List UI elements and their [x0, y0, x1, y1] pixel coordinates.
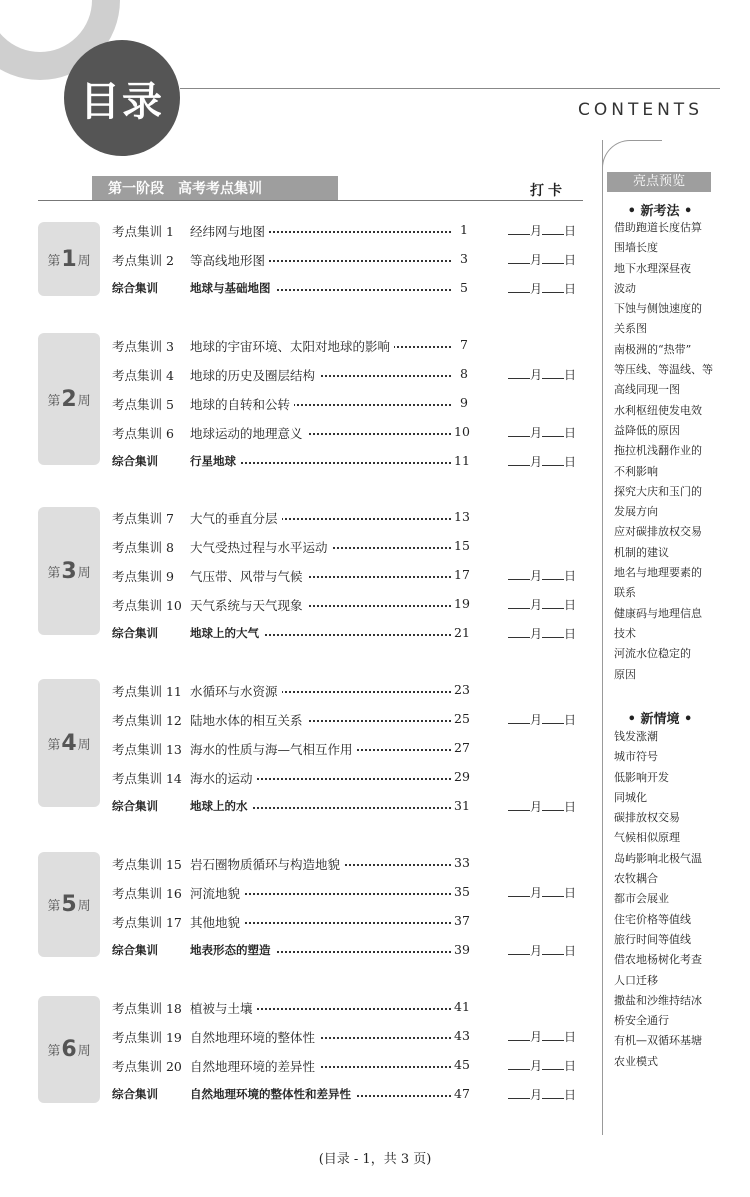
- entry-title: 行星地球: [190, 453, 240, 469]
- month-label: 月: [530, 800, 543, 814]
- toc-entry[interactable]: [112, 1086, 582, 1106]
- page-title: 目录: [64, 40, 180, 156]
- day-label: 日: [564, 713, 577, 727]
- day-label: 日: [564, 800, 577, 814]
- day-blank[interactable]: [542, 799, 564, 811]
- week-badge-num: 3: [61, 558, 77, 584]
- new-context-heading: • 新情境 •: [627, 712, 693, 727]
- sidebar-list-item: 高线同现一图: [614, 383, 680, 397]
- week-badge-prefix: 第: [47, 393, 61, 409]
- day-label: 日: [564, 1030, 577, 1044]
- entry-label: 考点集训 10: [112, 598, 182, 613]
- sidebar-list-item: 健康码与地理信息: [614, 606, 702, 620]
- month-blank[interactable]: [508, 454, 530, 466]
- toc-entry[interactable]: [112, 1028, 582, 1048]
- week-badge-suffix: 周: [77, 899, 91, 914]
- sidebar-list-item: 桥安全通行: [614, 1014, 669, 1028]
- entry-title: 天气系统与天气现象: [190, 596, 307, 614]
- entry-page: 15: [454, 538, 470, 553]
- entry-title: 经纬网与地图: [190, 222, 269, 240]
- entry-label: 考点集训 17: [112, 915, 182, 930]
- entry-title: 自然地理环境的整体性和差异性: [190, 1086, 355, 1102]
- toc-entry[interactable]: [112, 855, 582, 875]
- month-label: 月: [530, 368, 543, 382]
- entry-page: 19: [454, 596, 470, 611]
- entry-page: 10: [454, 424, 470, 439]
- entry-page: 23: [454, 682, 470, 697]
- checkin-blank[interactable]: [508, 1057, 576, 1074]
- entry-label: 考点集训 7: [112, 511, 174, 526]
- week-badge: [38, 333, 100, 465]
- sidebar-list-item: 应对碳排放权交易: [614, 525, 702, 539]
- week-badge-suffix: 周: [77, 1044, 91, 1059]
- sidebar-list-item: 住宅价格等值线: [614, 912, 691, 926]
- contents-label: CONTENTS: [578, 100, 703, 120]
- entry-title: 植被与土壤: [190, 999, 257, 1017]
- entry-page: 11: [454, 453, 470, 468]
- stage-heading: 第一阶段 高考考点集训: [92, 176, 338, 200]
- toc-entry[interactable]: [112, 740, 582, 760]
- month-label: 月: [530, 1030, 543, 1044]
- entry-page: 37: [454, 913, 470, 928]
- day-blank[interactable]: [542, 885, 564, 897]
- entry-page: 35: [454, 884, 470, 899]
- sidebar-list-item: 人口迁移: [614, 973, 658, 987]
- day-blank[interactable]: [542, 943, 564, 955]
- week-badge-suffix: 周: [77, 737, 91, 753]
- month-label: 月: [530, 224, 543, 238]
- entry-title: 自然地理环境的差异性: [190, 1057, 319, 1075]
- month-blank[interactable]: [508, 367, 530, 379]
- entry-title: 气压带、风带与气候: [190, 567, 307, 585]
- week-badge: [38, 852, 100, 957]
- toc-entry[interactable]: [112, 337, 582, 357]
- day-blank[interactable]: [542, 1029, 564, 1041]
- week-badge-suffix: 周: [77, 253, 91, 269]
- sidebar-list-item: 关系图: [614, 322, 647, 336]
- month-label: 月: [530, 282, 543, 296]
- toc-entry[interactable]: [112, 222, 582, 242]
- entry-page: 29: [454, 769, 470, 784]
- sidebar-list-item: 借农地杨树化考查: [614, 953, 702, 967]
- toc-entry[interactable]: [112, 942, 582, 962]
- day-label: 日: [564, 282, 577, 296]
- sidebar-list-item: 农业模式: [614, 1054, 658, 1068]
- new-context-list: [614, 727, 708, 1072]
- week-badge-num: 5: [61, 892, 77, 917]
- entry-page: 13: [454, 509, 470, 524]
- checkin-blank[interactable]: [508, 366, 576, 383]
- sidebar-list-item: 有机—双循环基塘: [614, 1034, 702, 1048]
- month-blank[interactable]: [508, 1087, 530, 1099]
- day-blank[interactable]: [542, 626, 564, 638]
- day-blank[interactable]: [542, 454, 564, 466]
- month-blank[interactable]: [508, 712, 530, 724]
- day-blank[interactable]: [542, 597, 564, 609]
- entry-label: 考点集训 8: [112, 540, 174, 555]
- toc-entry[interactable]: [112, 1057, 582, 1077]
- entry-page: 43: [454, 1028, 470, 1043]
- day-blank[interactable]: [542, 425, 564, 437]
- sidebar-list-item: 碳排放权交易: [614, 811, 680, 825]
- day-label: 日: [564, 224, 577, 238]
- entry-title: 其他地貌: [190, 913, 244, 931]
- page-number: (目录 - 1，共 3 页): [318, 1152, 432, 1167]
- entry-page: 17: [454, 567, 470, 582]
- entry-title: 海水的性质与海—气相互作用: [190, 740, 357, 758]
- toc-entry[interactable]: [112, 884, 582, 904]
- week-badge-num: 4: [61, 730, 77, 756]
- entry-label: 考点集训 11: [112, 684, 182, 699]
- toc-entry[interactable]: [112, 769, 582, 789]
- entry-page: 27: [454, 740, 470, 755]
- sidebar-list-item: 低影响开发: [614, 770, 669, 784]
- entry-title: 等高线地形图: [190, 251, 269, 269]
- toc-entry[interactable]: [112, 453, 582, 473]
- entry-label: 综合集训: [112, 626, 158, 640]
- day-label: 日: [564, 569, 577, 583]
- month-label: 月: [530, 713, 543, 727]
- sidebar-list-item: 波动: [614, 281, 636, 295]
- entry-page: 47: [454, 1086, 470, 1101]
- entry-page: 31: [454, 798, 470, 813]
- highlights-tab: 亮点预览: [607, 172, 711, 192]
- entry-label: 考点集训 4: [112, 368, 174, 383]
- entry-page: 1: [452, 222, 468, 237]
- entry-label: 考点集训 1: [112, 224, 174, 239]
- day-blank[interactable]: [542, 1087, 564, 1099]
- toc-entry[interactable]: [112, 366, 582, 386]
- checkin-blank[interactable]: [508, 251, 576, 268]
- month-label: 月: [530, 455, 543, 469]
- sidebar-list-item: 河流水位稳定的: [614, 647, 691, 661]
- entry-page: 39: [454, 942, 470, 957]
- toc-entry[interactable]: [112, 424, 582, 444]
- toc-entry[interactable]: [112, 913, 582, 933]
- entry-title: 地球的自转和公转: [190, 395, 294, 413]
- entry-title: 大气的垂直分层: [190, 509, 282, 527]
- entry-label: 综合集训: [112, 943, 158, 957]
- entry-title: 大气受热过程与水平运动: [190, 538, 332, 556]
- sidebar-list-item: 岛屿影响北极气温: [614, 851, 702, 865]
- entry-label: 考点集训 6: [112, 426, 174, 441]
- entry-page: 3: [452, 251, 468, 266]
- month-blank[interactable]: [508, 597, 530, 609]
- checkin-blank[interactable]: [508, 596, 576, 613]
- entry-label: 考点集训 20: [112, 1059, 182, 1074]
- sidebar-list-item: 不利影响: [614, 464, 658, 478]
- day-blank[interactable]: [542, 1058, 564, 1070]
- title-rule: [180, 88, 720, 89]
- day-label: 日: [564, 253, 577, 267]
- entry-label: 考点集训 16: [112, 886, 182, 901]
- entry-title: 地球上的大气: [190, 625, 263, 641]
- day-blank[interactable]: [542, 223, 564, 235]
- checkin-blank[interactable]: [508, 1028, 576, 1045]
- entry-label: 考点集训 14: [112, 771, 182, 786]
- day-blank[interactable]: [542, 281, 564, 293]
- week-badge-num: 2: [61, 386, 77, 412]
- entry-page: 41: [454, 999, 470, 1014]
- sidebar-list-item: 同城化: [614, 790, 647, 804]
- entry-label: 考点集训 12: [112, 713, 182, 728]
- day-label: 日: [564, 627, 577, 641]
- sidebar-list-item: 都市会展业: [614, 892, 669, 906]
- week-badge: [38, 679, 100, 807]
- new-points-list: [614, 218, 713, 685]
- month-blank[interactable]: [508, 885, 530, 897]
- checkin-blank[interactable]: [508, 453, 576, 470]
- entry-label: 综合集训: [112, 454, 158, 468]
- checkin-blank[interactable]: [508, 798, 576, 815]
- sidebar-list-item: 发展方向: [614, 505, 658, 519]
- checkin-blank[interactable]: [508, 625, 576, 642]
- day-label: 日: [564, 1088, 577, 1102]
- day-blank[interactable]: [542, 252, 564, 264]
- checkin-blank[interactable]: [508, 711, 576, 728]
- entry-label: 考点集训 13: [112, 742, 182, 757]
- sidebar-list-item: 机制的建议: [614, 545, 669, 559]
- entry-label: 考点集训 3: [112, 339, 174, 354]
- day-blank[interactable]: [542, 568, 564, 580]
- entry-title: 河流地貌: [190, 884, 244, 902]
- sidebar-list-item: 南极洲的“热带”: [614, 342, 692, 356]
- month-label: 月: [530, 627, 543, 641]
- week-badge-suffix: 周: [77, 393, 91, 409]
- checkin-blank[interactable]: [508, 884, 576, 901]
- toc-entry[interactable]: [112, 280, 582, 300]
- sidebar-list-item: 探究大庆和玉门的: [614, 484, 702, 498]
- toc-entry[interactable]: [112, 625, 582, 645]
- sidebar-list-item: 等压线、等温线、等: [614, 363, 713, 377]
- checkin-blank[interactable]: [508, 222, 576, 239]
- month-label: 月: [530, 886, 543, 900]
- checkin-blank[interactable]: [508, 942, 576, 959]
- entry-label: 考点集训 15: [112, 857, 182, 872]
- toc-entry[interactable]: [112, 596, 582, 616]
- toc-entry[interactable]: [112, 798, 582, 818]
- checkin-column-label: 打卡: [530, 183, 566, 199]
- sidebar-list-item: 技术: [614, 626, 636, 640]
- month-label: 月: [530, 944, 543, 958]
- checkin-blank[interactable]: [508, 424, 576, 441]
- toc-entry[interactable]: [112, 567, 582, 587]
- day-label: 日: [564, 455, 577, 469]
- day-label: 日: [564, 1059, 577, 1073]
- sidebar-list-item: 钱发涨潮: [614, 730, 658, 743]
- week-badge-prefix: 第: [47, 1044, 61, 1059]
- entry-title: 地球与基础地图: [190, 280, 275, 296]
- entry-title: 陆地水体的相互关系: [190, 711, 307, 729]
- entry-label: 考点集训 5: [112, 397, 174, 412]
- checkin-blank[interactable]: [508, 567, 576, 584]
- month-label: 月: [530, 1059, 543, 1073]
- entry-page: 7: [452, 337, 468, 352]
- entry-page: 9: [452, 395, 468, 410]
- day-label: 日: [564, 944, 577, 958]
- entry-label: 考点集训 2: [112, 253, 174, 268]
- entry-title: 水循环与水资源: [190, 682, 282, 700]
- month-blank[interactable]: [508, 1058, 530, 1070]
- entry-title: 海水的运动: [190, 769, 257, 787]
- week-badge: [38, 222, 100, 296]
- week-badge-prefix: 第: [47, 565, 61, 581]
- month-blank[interactable]: [508, 425, 530, 437]
- toc-entry[interactable]: [112, 395, 582, 415]
- month-blank[interactable]: [508, 568, 530, 580]
- week-badge: [38, 507, 100, 635]
- sidebar-list-item: 围墙长度: [614, 241, 658, 255]
- week-badge: [38, 996, 100, 1103]
- sidebar-list-item: 旅行时间等值线: [614, 932, 691, 946]
- entry-page: 5: [452, 280, 468, 295]
- month-blank[interactable]: [508, 626, 530, 638]
- sidebar-list-item: 农牧耦合: [614, 872, 658, 886]
- sidebar-list-item: 撒盐和沙维持结冰: [614, 993, 702, 1007]
- sidebar-list-item: 下蚀与侧蚀速度的: [614, 302, 702, 316]
- sidebar-list-item: 地下水理深昼夜: [614, 261, 691, 275]
- sidebar-list-item: 借助跑道长度估算: [614, 221, 702, 234]
- new-points-heading: • 新考法 •: [627, 204, 693, 219]
- toc-entry[interactable]: [112, 509, 582, 529]
- entry-label: 考点集训 19: [112, 1030, 182, 1045]
- month-blank[interactable]: [508, 1029, 530, 1041]
- day-label: 日: [564, 886, 577, 900]
- sidebar-list-item: 联系: [614, 586, 636, 600]
- week-badge-prefix: 第: [47, 737, 61, 753]
- entry-page: 33: [454, 855, 470, 870]
- day-label: 日: [564, 368, 577, 382]
- toc-entry[interactable]: [112, 999, 582, 1019]
- toc-entry[interactable]: [112, 711, 582, 731]
- entry-title: 地球上的水: [190, 798, 252, 814]
- month-blank[interactable]: [508, 799, 530, 811]
- entry-label: 考点集训 18: [112, 1001, 182, 1016]
- month-label: 月: [530, 253, 543, 267]
- week-badge-num: 1: [61, 246, 77, 272]
- entry-title: 地球的宇宙环境、太阳对地球的影响: [190, 337, 394, 355]
- checkin-blank[interactable]: [508, 1086, 576, 1103]
- day-blank[interactable]: [542, 367, 564, 379]
- sidebar-list-item: 水利枢纽使发电效: [614, 403, 702, 417]
- sidebar-list-item: 益降低的原因: [614, 423, 680, 437]
- entry-label: 综合集训: [112, 1087, 158, 1101]
- week-badge-prefix: 第: [47, 899, 61, 914]
- month-label: 月: [530, 1088, 543, 1102]
- day-label: 日: [564, 598, 577, 612]
- entry-title: 岩石圈物质循环与构造地貌: [190, 855, 344, 873]
- week-badge-num: 6: [61, 1037, 77, 1062]
- stage-rule: [38, 200, 583, 201]
- month-blank[interactable]: [508, 252, 530, 264]
- sidebar-list-item: 地名与地理要素的: [614, 566, 702, 580]
- entry-title: 地球运动的地理意义: [190, 424, 307, 442]
- week-badge-prefix: 第: [47, 253, 61, 269]
- entry-title: 自然地理环境的整体性: [190, 1028, 319, 1046]
- month-blank[interactable]: [508, 943, 530, 955]
- sidebar-list-item: 气候相似原理: [614, 831, 680, 845]
- entry-title: 地表形态的塑造: [190, 942, 275, 958]
- day-blank[interactable]: [542, 712, 564, 724]
- month-label: 月: [530, 569, 543, 583]
- entry-page: 8: [452, 366, 468, 381]
- month-label: 月: [530, 598, 543, 612]
- entry-title: 地球的历史及圈层结构: [190, 366, 319, 384]
- sidebar-divider: [602, 140, 603, 1135]
- month-blank[interactable]: [508, 281, 530, 293]
- entry-label: 考点集训 9: [112, 569, 174, 584]
- sidebar-list-item: 拖拉机浅翻作业的: [614, 444, 702, 458]
- toc-entry[interactable]: [112, 251, 582, 271]
- day-label: 日: [564, 426, 577, 440]
- week-badge-suffix: 周: [77, 565, 91, 581]
- entry-label: 综合集训: [112, 281, 158, 295]
- month-label: 月: [530, 426, 543, 440]
- entry-label: 综合集训: [112, 799, 158, 813]
- entry-page: 45: [454, 1057, 470, 1072]
- entry-page: 25: [454, 711, 470, 726]
- sidebar-list-item: 原因: [614, 667, 636, 681]
- entry-page: 21: [454, 625, 470, 640]
- month-blank[interactable]: [508, 223, 530, 235]
- toc-entry[interactable]: [112, 682, 582, 702]
- checkin-blank[interactable]: [508, 280, 576, 297]
- toc-entry[interactable]: [112, 538, 582, 558]
- sidebar-list-item: 城市符号: [614, 750, 658, 764]
